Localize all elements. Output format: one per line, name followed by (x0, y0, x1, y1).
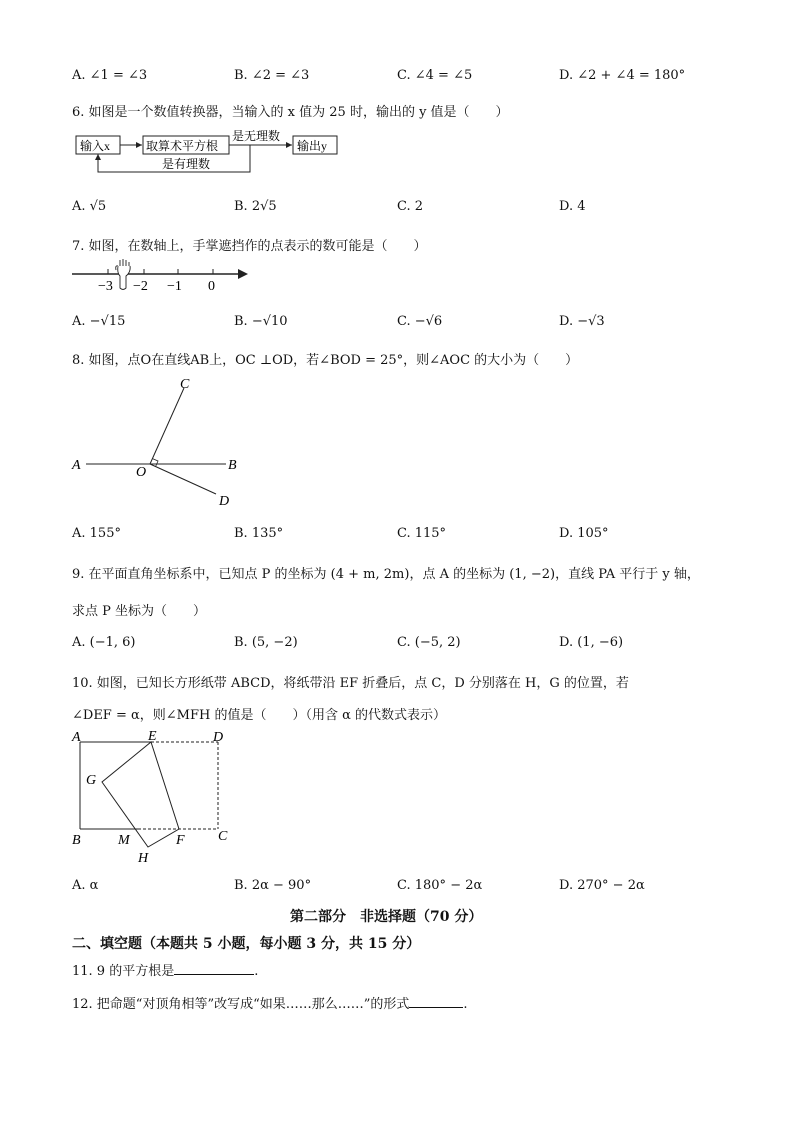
q10-option-b[interactable]: B. 2α − 90° (234, 878, 312, 893)
q8-option-c[interactable]: C. 115° (397, 526, 447, 541)
q7-number-line (68, 258, 258, 298)
point-d-label: D (213, 730, 224, 745)
flow-input-label: 输入x (80, 139, 111, 153)
q8-option-b[interactable]: B. 135° (234, 526, 284, 541)
flow-output-label: 输出y (297, 139, 328, 153)
q5-option-b[interactable]: B. ∠2 = ∠3 (234, 68, 310, 83)
point-b-label: B (228, 458, 237, 473)
q7-option-c[interactable]: C. −√6 (397, 314, 443, 329)
q5-option-d[interactable]: D. ∠2 + ∠4 = 180° (559, 68, 686, 83)
tick-label-0: 0 (208, 279, 215, 294)
q7-stem: 7. 如图，在数轴上，手掌遮挡作的点表示的数可能是（ ） (72, 239, 427, 254)
point-c-label: C (218, 829, 228, 844)
point-o-label: O (136, 465, 147, 480)
q7-option-d[interactable]: D. −√3 (559, 314, 605, 329)
point-b-label: B (72, 833, 81, 848)
q7-option-b[interactable]: B. −√10 (234, 314, 288, 329)
point-g-label: G (86, 773, 97, 788)
q6-option-d[interactable]: D. 4 (559, 199, 586, 214)
q10-option-d[interactable]: D. 270° − 2α (559, 878, 645, 893)
q12-answer-blank[interactable] (409, 995, 463, 1008)
q12-end: . (463, 997, 468, 1012)
q8-stem: 8. 如图，点O在直线AB上，OC ⊥OD，若∠BOD = 25°，则∠AOC 的大小为（ ） (72, 353, 579, 368)
q12-question (72, 993, 468, 1012)
q11-end: . (254, 964, 259, 979)
q6-flowchart (70, 128, 350, 178)
point-f-label: F (176, 833, 185, 848)
q6-option-b[interactable]: B. 2√5 (234, 199, 277, 214)
fill-in-section-heading: 二、填空题（本题共 5 小题，每小题 3 分，共 15 分） (72, 936, 421, 952)
tick-label-neg3: −3 (98, 279, 113, 294)
q10-option-c[interactable]: C. 180° − 2α (397, 878, 483, 893)
q7-option-a[interactable]: A. −√15 (72, 314, 126, 329)
point-m-label: M (118, 833, 130, 848)
q8-option-d[interactable]: D. 105° (559, 526, 609, 541)
flow-rational-label: 是有理数 (162, 157, 211, 171)
point-h-label: H (138, 851, 149, 866)
q11-question (72, 960, 258, 979)
q10-stem-line2: ∠DEF = α，则∠MFH 的值是（ ）（用含 α 的代数式表示） (72, 708, 446, 723)
q9-stem-line1: 9. 在平面直角坐标系中，已知点 P 的坐标为 (4 + m, 2m)，点 A 的坐标为 (1, −2)，直线 PA 平行于 y 轴， (72, 567, 700, 582)
q10-option-a[interactable]: A. α (72, 878, 99, 893)
q6-stem: 6. 如图是一个数值转换器，当输入的 x 值为 25 时，输出的 y 值是（ ） (72, 105, 509, 120)
q11-answer-blank[interactable] (174, 962, 254, 975)
q9-option-d[interactable]: D. (1, −6) (559, 635, 624, 650)
q9-option-c[interactable]: C. (−5, 2) (397, 635, 461, 650)
tick-label-neg1: −1 (167, 279, 182, 294)
q9-option-a[interactable]: A. (−1, 6) (72, 635, 136, 650)
q10-stem-line1: 10. 如图，已知长方形纸带 ABCD，将纸带沿 EF 折叠后，点 C，D 分别落在 H，G 的位置，若 (72, 676, 629, 691)
q6-option-a[interactable]: A. √5 (72, 199, 107, 214)
point-c-label: C (180, 377, 190, 392)
q11-text: 11. 9 的平方根是 (72, 964, 175, 979)
point-e-label: E (148, 729, 157, 744)
flow-irrational-label: 是无理数 (232, 129, 281, 143)
q9-option-b[interactable]: B. (5, −2) (234, 635, 298, 650)
q12-text: 12. 把命题“对顶角相等”改写成“如果……那么……”的形式 (72, 997, 410, 1012)
point-a-label: A (72, 458, 81, 473)
q8-option-a[interactable]: A. 155° (72, 526, 121, 541)
q9-stem-line2: 求点 P 坐标为（ ） (72, 604, 207, 619)
q8-angle-figure (68, 376, 258, 512)
q6-option-c[interactable]: C. 2 (397, 199, 424, 214)
point-a-label: A (72, 730, 81, 745)
tick-label-neg2: −2 (133, 279, 148, 294)
flow-process-label: 取算术平方根 (146, 139, 219, 153)
q10-folding-figure (68, 726, 248, 868)
part2-heading: 第二部分 非选择题（70 分） (290, 909, 483, 925)
q5-option-a[interactable]: A. ∠1 = ∠3 (72, 68, 148, 83)
point-d-label: D (219, 494, 230, 509)
q5-option-c[interactable]: C. ∠4 = ∠5 (397, 68, 473, 83)
